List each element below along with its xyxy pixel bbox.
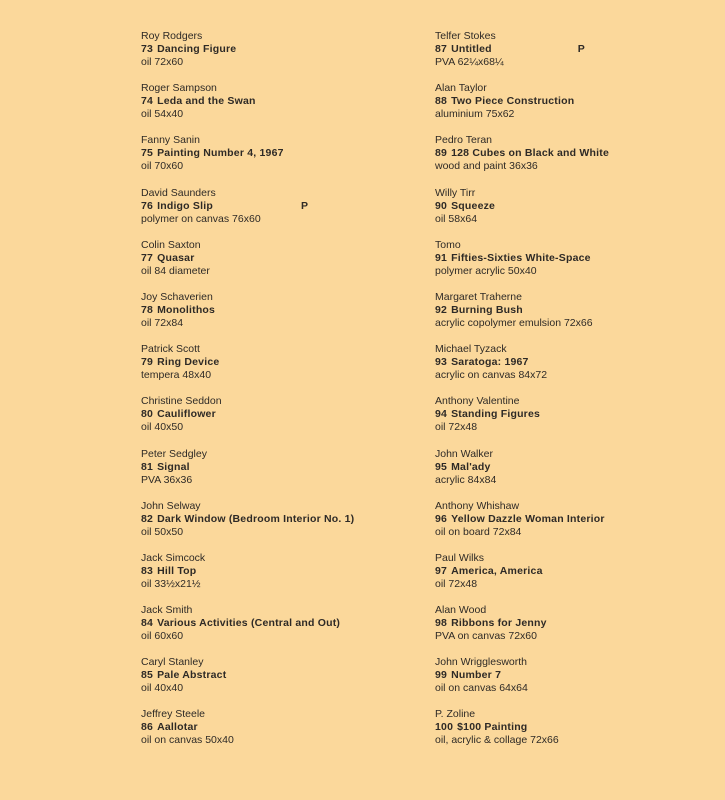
medium-dimensions: oil 33½x21½ xyxy=(141,577,201,590)
artwork-title: Saratoga: 1967 xyxy=(451,356,529,369)
artwork-title: Painting Number 4, 1967 xyxy=(157,147,284,160)
catalogue-entry xyxy=(435,708,720,760)
catalogue-entry xyxy=(435,30,720,82)
catalogue-entry xyxy=(141,448,411,500)
catalogue-number: 73 xyxy=(141,43,154,55)
artwork-title: Dancing Figure xyxy=(157,43,237,55)
medium-dimensions: wood and paint 36x36 xyxy=(435,160,538,173)
catalogue-entry xyxy=(141,343,411,395)
catalogue-number: 92 xyxy=(435,303,448,316)
artwork-title-line xyxy=(141,252,411,265)
medium-dimensions: oil 40x40 xyxy=(141,682,184,695)
catalogue-number: 99 xyxy=(435,669,448,682)
artwork-title-line xyxy=(435,565,720,578)
artist-name: P. Zoline xyxy=(435,708,476,721)
catalogue-number: 85 xyxy=(141,669,154,682)
medium-dimensions: oil on board 72x84 xyxy=(435,525,522,538)
entry-mark: P xyxy=(577,43,585,55)
artist-name: Roger Sampson xyxy=(141,82,217,95)
artwork-title: Untitled xyxy=(451,43,492,55)
artwork-title: Pale Abstract xyxy=(157,669,227,682)
medium-dimensions: acrylic 84x84 xyxy=(435,473,497,486)
artwork-title-line xyxy=(141,147,411,160)
artist-name: Pedro Teran xyxy=(435,134,493,147)
artwork-title: Aallotar xyxy=(157,721,198,734)
artwork-title-line xyxy=(435,669,720,682)
catalogue-number: 75 xyxy=(141,147,154,160)
artwork-title-line xyxy=(141,513,411,526)
artist-name: Jack Simcock xyxy=(141,551,206,564)
artwork-title: Dark Window (Bedroom Interior No. 1) xyxy=(157,512,355,525)
catalogue-entry xyxy=(435,604,720,656)
medium-dimensions: oil 50x50 xyxy=(141,525,184,538)
medium-dimensions: acrylic copolymer emulsion 72x66 xyxy=(435,316,593,329)
catalogue-number: 86 xyxy=(141,721,154,734)
catalogue-entry xyxy=(435,187,720,239)
medium-dimensions: oil 70x60 xyxy=(141,160,184,173)
artwork-title-line xyxy=(141,565,411,578)
artwork-title: $100 Painting xyxy=(457,721,528,734)
medium-dimensions: oil, acrylic & collage 72x66 xyxy=(435,734,559,747)
artwork-title: Burning Bush xyxy=(451,303,523,316)
artwork-title: Ribbons for Jenny xyxy=(451,617,547,630)
medium-dimensions: oil 72x60 xyxy=(141,56,184,68)
medium-dimensions: oil 58x64 xyxy=(435,212,478,225)
catalogue-entry xyxy=(141,187,411,239)
medium-dimensions: polymer on canvas 76x60 xyxy=(141,212,261,225)
catalogue-number: 98 xyxy=(435,617,448,630)
medium-dimensions: tempera 48x40 xyxy=(141,369,212,382)
artwork-title: Cauliflower xyxy=(157,408,216,421)
artwork-title: Number 7 xyxy=(451,669,502,682)
artwork-title: Signal xyxy=(157,460,190,473)
artwork-title: Mal'ady xyxy=(451,460,491,473)
entry-mark: P xyxy=(300,199,309,212)
catalogue-number: 79 xyxy=(141,356,154,369)
artwork-title-line xyxy=(141,669,411,682)
medium-dimensions: oil 72x48 xyxy=(435,577,478,590)
artist-name: Willy Tirr xyxy=(435,186,476,199)
artwork-title-line xyxy=(435,408,720,421)
medium-dimensions: oil 60x60 xyxy=(141,630,184,643)
catalogue-entry xyxy=(141,30,411,82)
catalogue-number: 81 xyxy=(141,460,154,473)
artwork-title-line xyxy=(435,513,720,526)
catalogue-column-left xyxy=(141,30,411,761)
catalogue-number: 76 xyxy=(141,199,154,212)
artist-name: John Wrigglesworth xyxy=(435,656,528,669)
artwork-title: Various Activities (Central and Out) xyxy=(157,617,341,630)
artwork-title-line xyxy=(141,356,411,369)
artist-name: Telfer Stokes xyxy=(435,30,496,42)
catalogue-entry xyxy=(435,291,720,343)
medium-dimensions: acrylic on canvas 84x72 xyxy=(435,369,548,382)
catalogue-number: 93 xyxy=(435,356,448,369)
catalogue-entry xyxy=(435,656,720,708)
artwork-title-line xyxy=(141,721,411,734)
artwork-title-line xyxy=(435,356,720,369)
artwork-title: Two Piece Construction xyxy=(451,95,575,108)
catalogue-number: 95 xyxy=(435,460,448,473)
artwork-title-line xyxy=(435,304,720,317)
artist-name: Margaret Traherne xyxy=(435,290,522,303)
catalogue-number: 82 xyxy=(141,512,154,525)
catalogue-entry xyxy=(141,395,411,447)
artist-name: Jack Smith xyxy=(141,604,193,617)
artwork-title-line xyxy=(141,617,411,630)
catalogue-entry xyxy=(141,656,411,708)
artist-name: Roy Rodgers xyxy=(141,30,203,42)
catalogue-entry xyxy=(141,552,411,604)
artwork-title: Standing Figures xyxy=(451,408,541,421)
catalogue-number: 87 xyxy=(435,43,448,55)
catalogue-number: 77 xyxy=(141,251,154,264)
artist-name: Anthony Valentine xyxy=(435,395,520,408)
artist-name: Paul Wilks xyxy=(435,551,485,564)
artist-name: Peter Sedgley xyxy=(141,447,207,460)
artwork-title: Hill Top xyxy=(157,564,197,577)
artwork-title-line xyxy=(435,200,720,213)
medium-dimensions: oil on canvas 50x40 xyxy=(141,734,234,747)
medium-dimensions: PVA on canvas 72x60 xyxy=(435,630,537,643)
catalogue-number: 90 xyxy=(435,199,448,212)
catalogue-entry xyxy=(141,239,411,291)
artwork-title: 128 Cubes on Black and White xyxy=(451,147,609,160)
catalogue-number: 91 xyxy=(435,251,448,264)
catalogue-number: 88 xyxy=(435,95,448,108)
artwork-title: Yellow Dazzle Woman Interior xyxy=(451,512,605,525)
catalogue-number: 84 xyxy=(141,617,154,630)
artwork-title: Leda and the Swan xyxy=(157,95,256,108)
artwork-title-line xyxy=(141,461,411,474)
artwork-title-line xyxy=(435,252,720,265)
artist-name: Fanny Sanin xyxy=(141,134,200,147)
artwork-title-line xyxy=(435,617,720,630)
catalogue-entry xyxy=(435,500,720,552)
catalogue-number: 94 xyxy=(435,408,448,421)
artwork-title: America, America xyxy=(451,564,543,577)
catalogue-entry xyxy=(141,708,411,760)
medium-dimensions: PVA 36x36 xyxy=(141,473,193,486)
artwork-title-line xyxy=(141,408,411,421)
catalogue-number: 83 xyxy=(141,564,154,577)
catalogue-column-right xyxy=(435,30,720,761)
medium-dimensions: aluminium 75x62 xyxy=(435,108,515,121)
catalogue-entry xyxy=(435,134,720,186)
artwork-title-line xyxy=(141,200,411,213)
catalogue-number: 100 xyxy=(435,721,454,734)
catalogue-number: 97 xyxy=(435,564,448,577)
catalogue-number: 96 xyxy=(435,512,448,525)
artwork-title-line xyxy=(141,304,411,317)
artwork-title-line xyxy=(435,721,720,734)
catalogue-entry xyxy=(141,500,411,552)
catalogue-number: 80 xyxy=(141,408,154,421)
catalogue-entry xyxy=(435,239,720,291)
artist-name: Tomo xyxy=(435,238,461,251)
artwork-title: Ring Device xyxy=(157,356,220,369)
medium-dimensions: PVA 62¼x68¼ xyxy=(435,56,504,68)
catalogue-entry xyxy=(141,82,411,134)
catalogue-number: 78 xyxy=(141,303,154,316)
medium-dimensions: oil 72x48 xyxy=(435,421,478,434)
medium-dimensions: oil on canvas 64x64 xyxy=(435,682,528,695)
artist-name: David Saunders xyxy=(141,186,216,199)
artist-name: Joy Schaverien xyxy=(141,290,213,303)
artist-name: Colin Saxton xyxy=(141,238,201,251)
artist-name: Michael Tyzack xyxy=(435,343,507,356)
catalogue-entry xyxy=(435,395,720,447)
catalogue-number: 89 xyxy=(435,147,448,160)
artist-name: Caryl Stanley xyxy=(141,656,204,669)
artwork-title-line xyxy=(435,95,720,108)
artwork-title-line xyxy=(435,147,720,160)
medium-dimensions: polymer acrylic 50x40 xyxy=(435,264,537,277)
artwork-title-line xyxy=(141,95,411,108)
artwork-title: Fifties-Sixties White-Space xyxy=(451,251,591,264)
catalogue-entry xyxy=(435,448,720,500)
artist-name: John Walker xyxy=(435,447,493,460)
medium-dimensions: oil 40x50 xyxy=(141,421,184,434)
catalogue-entry xyxy=(435,552,720,604)
artwork-title: Squeeze xyxy=(451,199,496,212)
catalogue-entry xyxy=(141,291,411,343)
artist-name: Alan Taylor xyxy=(435,82,487,95)
artwork-title: Indigo Slip xyxy=(157,199,213,212)
catalogue-entry xyxy=(141,604,411,656)
medium-dimensions: oil 54x40 xyxy=(141,108,184,121)
artwork-title-line xyxy=(435,461,720,474)
artwork-title: Monolithos xyxy=(157,303,216,316)
artist-name: Alan Wood xyxy=(435,604,487,617)
catalogue-entry xyxy=(141,134,411,186)
catalogue-entry xyxy=(435,82,720,134)
artwork-title-line xyxy=(435,43,720,56)
catalogue-number: 74 xyxy=(141,95,154,108)
artist-name: Christine Seddon xyxy=(141,395,222,408)
artist-name: John Selway xyxy=(141,499,201,512)
artwork-title-line xyxy=(141,43,411,56)
artist-name: Anthony Whishaw xyxy=(435,499,520,512)
artist-name: Patrick Scott xyxy=(141,343,200,356)
catalogue-entry xyxy=(435,343,720,395)
medium-dimensions: oil 72x84 xyxy=(141,316,184,329)
artist-name: Jeffrey Steele xyxy=(141,708,206,721)
medium-dimensions: oil 84 diameter xyxy=(141,264,210,277)
artwork-title: Quasar xyxy=(157,251,195,264)
